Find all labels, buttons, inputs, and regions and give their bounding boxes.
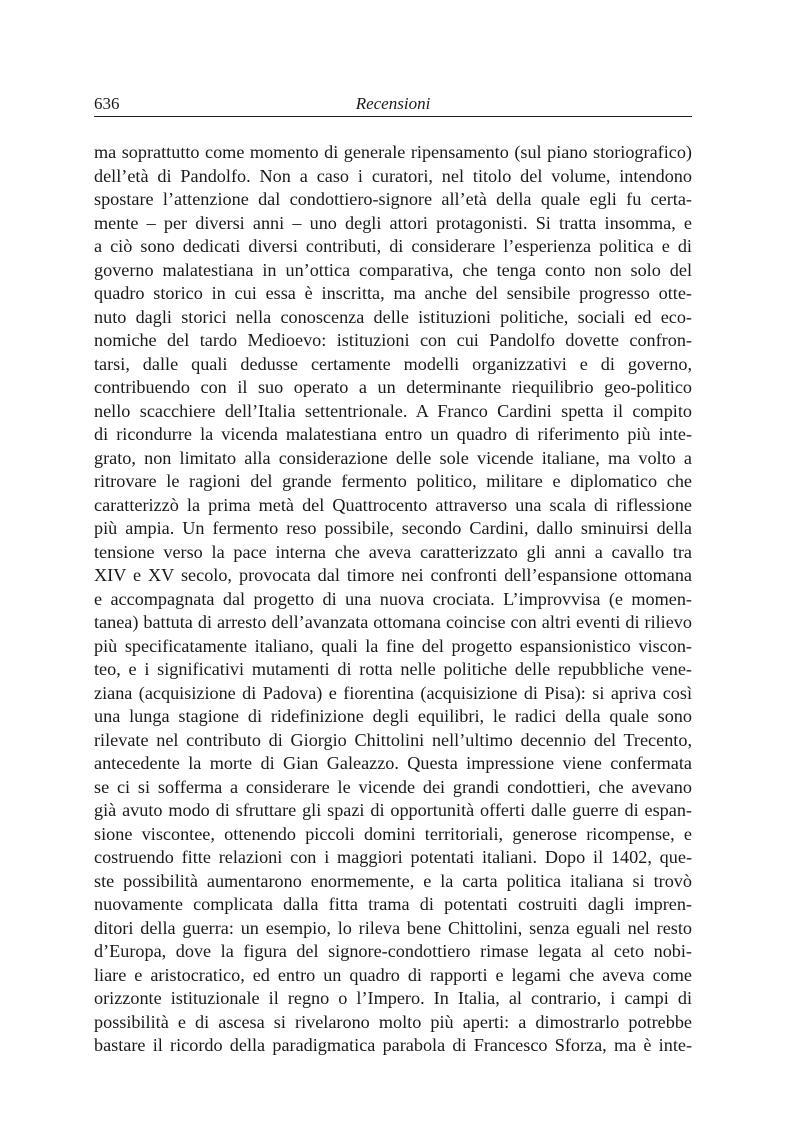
text-line: nello scacchiere dell’Italia settentrionale. A Franco Cardini spetta il compito [94, 400, 692, 421]
text-line: quadro storico in cui essa è inscritta, ma anche del sensibile progresso otte- [94, 283, 692, 303]
text-line: e accompagnata dal progetto di una nuova crociata. L’improvvisa (e momen- [94, 588, 692, 609]
text-line: governo malatestiana in un’ottica comparativa, che tenga conto non solo del [94, 259, 692, 280]
text-line: già avuto modo di sfruttare gli spazi di opportunità offerti dalle guerre di espan- [94, 800, 692, 820]
text-line: ma soprattutto come momento di generale ripensamento (sul piano storiografico) [94, 142, 692, 162]
text-line: possibilità e di ascesa si rivelarono molto più aperti: a dimostrarlo potrebbe [94, 1011, 692, 1032]
text-line: a ciò sono dedicati diversi contributi, di considerare l’esperienza politica e di [94, 236, 692, 256]
text-line: orizzonte istituzionale il regno o l’Impero. In Italia, al contrario, i campi di [94, 988, 692, 1008]
text-line: dell’età di Pandolfo. Non a caso i curatori, nel titolo del volume, intendono [94, 165, 692, 186]
text-line: se ci si sofferma a considerare le vicende dei grandi condottieri, che avevano [94, 776, 692, 797]
text-line: ritrovare le ragioni del grande fermento politico, militare e diplomatico che [94, 471, 692, 491]
text-line: grato, non limitato alla considerazione delle sole vicende italiane, ma volto a [94, 447, 692, 468]
text-line: ste possibilità aumentarono enormemente, e la carta politica italiana si trovò [94, 870, 692, 891]
text-line: nomiche del tardo Medioevo: istituzioni con cui Pandolfo dovette confron- [94, 330, 692, 350]
running-header [94, 92, 692, 117]
page [94, 92, 692, 1058]
text-line: una lunga stagione di ridefinizione degli equilibri, le radici della quale sono [94, 706, 692, 726]
text-line: teo, e i significativi mutamenti di rotta nelle politiche delle repubbliche vene- [94, 659, 692, 679]
text-line: tensione verso la pace interna che aveva caratterizzato gli anni a cavallo tra [94, 541, 692, 562]
text-line: ditori della guerra: un esempio, lo rileva bene Chittolini, senza eguali nel resto [94, 917, 692, 938]
body-text [94, 141, 692, 1058]
text-line: di ricondurre la vicenda malatestiana entro un quadro di riferimento più inte- [94, 424, 692, 444]
text-line: più specificatamente italiano, quali la fine del progetto espansionistico viscon- [94, 635, 692, 656]
section-title: Recensioni [355, 94, 431, 113]
text-line: nuovamente complicata dalla fitta trama di potentati costruiti dagli impren- [94, 894, 692, 914]
text-line: sione viscontee, ottenendo piccoli domini territoriali, generose ricompense, e [94, 823, 692, 844]
text-line: nuto dagli storici nella conoscenza delle istituzioni politiche, sociali ed eco- [94, 306, 692, 327]
page-number: 636 [94, 94, 120, 113]
text-line: tarsi, dalle quali dedusse certamente modelli organizzativi e di governo, [94, 353, 692, 374]
text-line: contribuendo con il suo operato a un determinante riequilibrio geo-politico [94, 377, 692, 397]
text-line: rilevate nel contributo di Giorgio Chittolini nell’ultimo decennio del Trecento, [94, 729, 692, 750]
text-line: caratterizzò la prima metà del Quattrocento attraverso una scala di riflessione [94, 494, 692, 515]
text-line: antecedente la morte di Gian Galeazzo. Questa impressione viene confermata [94, 753, 692, 773]
text-line: liare e aristocratico, ed entro un quadro di rapporti e legami che aveva come [94, 964, 692, 985]
text-line: ziana (acquisizione di Padova) e fiorentina (acquisizione di Pisa): si apriva così [94, 682, 692, 703]
text-line: tanea) battuta di arresto dell’avanzata ottomana coincise con altri eventi di rilievo [94, 612, 692, 632]
text-line: costruendo fitte relazioni con i maggiori potentati italiani. Dopo il 1402, que- [94, 847, 692, 867]
text-line: mente – per diversi anni – uno degli attori protagonisti. Si tratta insomma, e [94, 212, 692, 233]
text-line: spostare l’attenzione dal condottiero-signore all’età della quale egli fu certa- [94, 189, 692, 209]
text-line: XIV e XV secolo, provocata dal timore nei confronti dell’espansione ottomana [94, 565, 692, 585]
text-line: più ampia. Un fermento reso possibile, secondo Cardini, dallo sminuirsi della [94, 518, 692, 538]
text-line: d’Europa, dove la figura del signore-condottiero rimase legata al ceto nobi- [94, 941, 692, 961]
text-line: bastare il ricordo della paradigmatica parabola di Francesco Sforza, ma è inte- [94, 1035, 692, 1055]
